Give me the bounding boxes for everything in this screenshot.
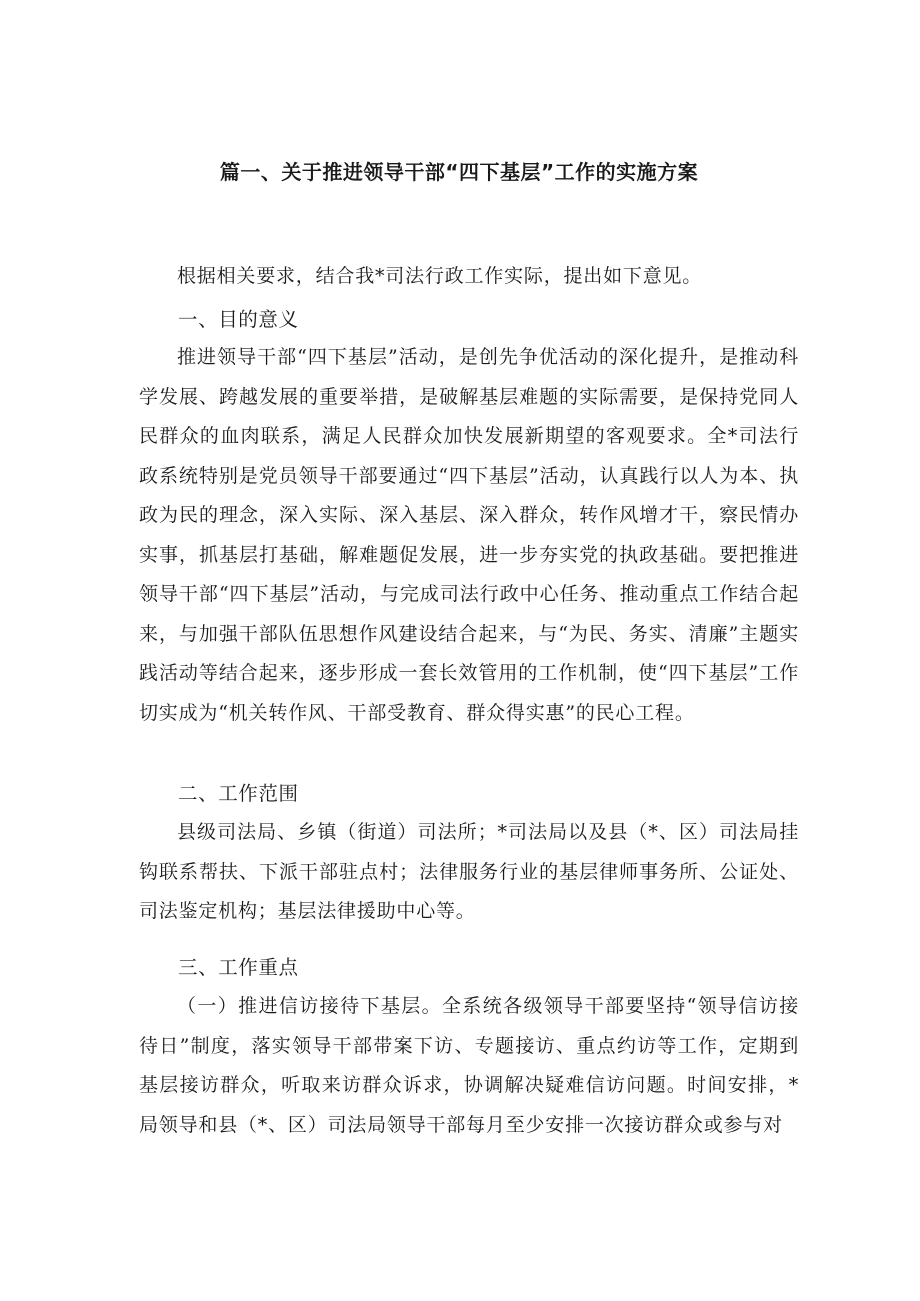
section-heading-focus: 三、工作重点 <box>178 956 299 979</box>
section-paragraph-purpose: 推进领导干部“四下基层”活动，是创先争优活动的深化提升，是推动科学发展、跨越发展的重要举措，是破解基层难题的实际需要，是保持党同人民群众的血肉联系，满足人民群众加快发展新期望的客观要求。全*司法行政系统特别是党员领导干部要通过“四下基层”活动，认真践行以人为本、执政为民的理念，深入实际、深入基层、深入群众，转作风增才干，察民情办实事，抓基层打基础，解难题促发展，进一步夯实党的执政基础。要把推进领导干部“四下基层”活动，与完成司法行政中心任务、推动重点工作结合起来，与加强干部队伍思想作风建设结合起来，与“为民、务实、清廉”主题实践活动等结合起来，逐步形成一套长效管用的工作机制，使“四下基层”工作切实成为“机关转作风、干部受教育、群众得实惠”的民心工程。 <box>139 346 799 724</box>
section-paragraph-scope: 县级司法局、乡镇（街道）司法所；*司法局以及县（*、区）司法局挂钩联系帮扶、下派干部驻点村；法律服务行业的基层律师事务所、公证处、司法鉴定机构；基层法律援助中心等。 <box>139 821 799 922</box>
section-heading-scope: 二、工作范围 <box>178 782 299 805</box>
section-paragraph-focus: （一）推进信访接待下基层。全系统各级领导干部要坚持“领导信访接待日”制度，落实领导干部带案下访、专题接访、重点约访等工作，定期到基层接访群众，听取来访群众诉求，协调解决疑难信访问题。时间安排，*局领导和县（*、区）司法局领导干部每月至少安排一次接访群众或参与对 <box>139 995 799 1136</box>
intro-paragraph: 根据相关要求，结合我*司法行政工作实际，提出如下意见。 <box>177 265 703 287</box>
section-heading-purpose: 一、目的意义 <box>178 308 299 331</box>
document-title: 篇一、关于推进领导干部“四下基层”工作的实施方案 <box>219 160 699 184</box>
